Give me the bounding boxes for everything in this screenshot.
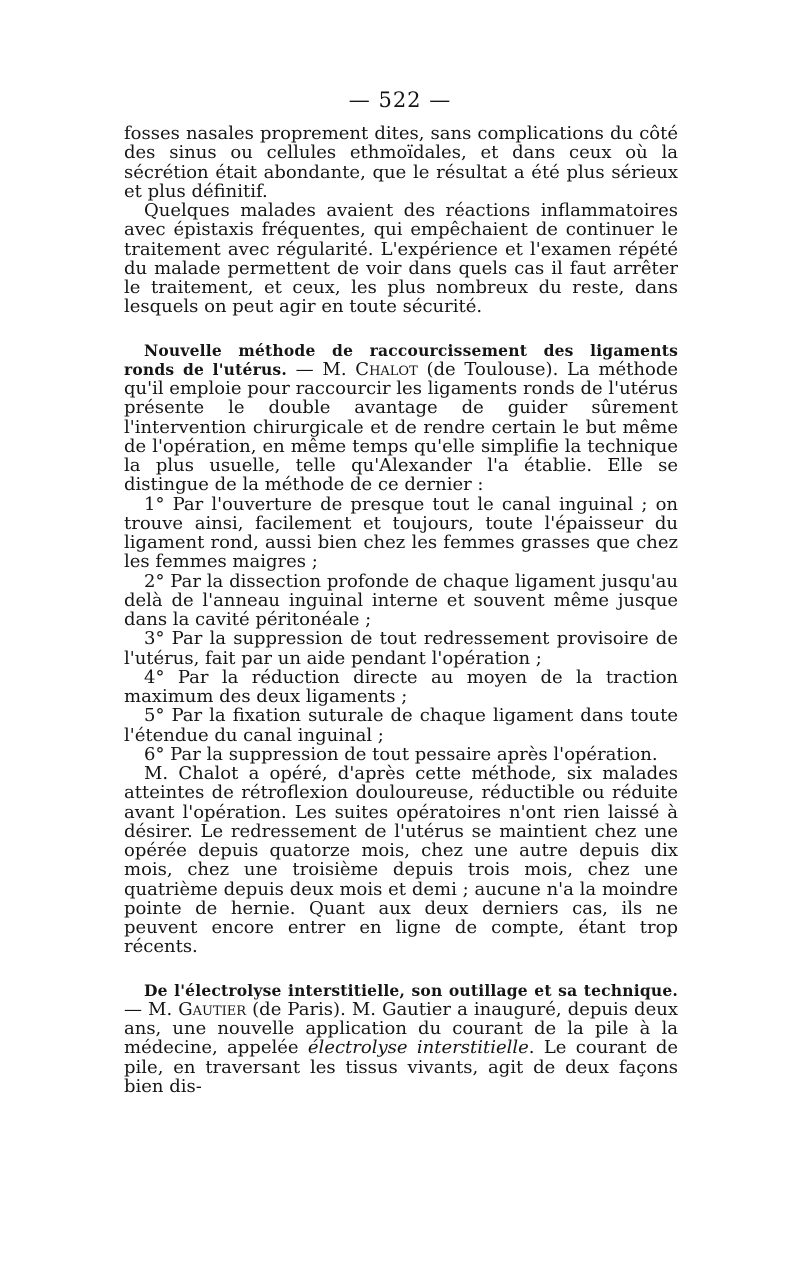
section-intro: La méthode qu'il emploie pour raccourcir les ligaments ronds de l'utérus présente le double avantage de guider sûrement l'intervention chirurgicale et de rendre certain le but même de l'opération, en même temps qu'elle simplifie la technique la plus usuelle, telle qu'Alexander l'a établie. Elle se distingue de la méthode de ce dernier : [124, 358, 679, 496]
list-item: 5° Par la fixation suturale de chaque ligament dans toute l'étendue du canal inguinal ; [124, 705, 678, 746]
section-text-end: . Le courant de pile, en traversant les tissus vivants, agit de deux façons bien dis- [124, 1037, 679, 1097]
list-item: 3° Par la suppression de tout redressement provisoire de l'utérus, fait par un aide pendant l'opération ; [124, 628, 678, 669]
text-column [124, 124, 678, 1096]
paragraph-continuation: fosses nasales proprement dites, sans complications du côté des sinus ou cellules ethmoïdales, et dans ceux où la sécrétion était abondante, que le résultat a été plus sérieux et plus définitif. [124, 123, 678, 202]
list-item: 4° Par la réduction directe au moyen de la traction maximum des deux ligaments ; [124, 666, 678, 707]
list-item: 1° Par l'ouverture de presque tout le canal inguinal ; on trouve ainsi, facilement et toujours, toute l'épaisseur du ligament rond, aussi bien chez les femmes grasses que chez les femmes maigres ; [124, 493, 678, 573]
page-number: — 522 — [348, 88, 452, 112]
author-name: Chalot [355, 358, 418, 380]
author-name: Gautier [178, 998, 247, 1020]
section-ligaments [124, 341, 678, 495]
term-emphasis: électrolyse interstitielle [307, 1037, 529, 1059]
section-gap [124, 957, 678, 981]
author-dash: — M. [124, 998, 179, 1020]
section-heading: Nouvelle méthode de raccourcissement des ligaments ronds de l'utérus. [124, 340, 678, 379]
section-heading: De l'électrolyse interstitielle, son outillage et sa technique. [144, 980, 678, 1000]
author-dash: — M. [286, 358, 356, 380]
list-item: 2° Par la dissection profonde de chaque ligament jusqu'au delà de l'anneau inguinal interne et souvent même jusque dans la cavité péritonéale ; [124, 570, 678, 630]
author-place: (de Paris). [246, 998, 346, 1020]
section-text: M. Gautier a inauguré, depuis deux ans, une nouvelle application du courant de la pile à la médecine, appelée [124, 998, 678, 1059]
section-conclusion: M. Chalot a opéré, d'après cette méthode, six malades atteintes de rétroflexion douloureuse, réductible ou réduite avant l'opération. Les suites opératoires n'ont rien laissé à désirer. Le redressement de l'utérus se maintient chez une opérée depuis quatorze mois, chez une autre depuis dix mois, chez une troisième depuis trois mois, chez une quatrième depuis deux mois et demi ; aucune n'a la moindre pointe de hernie. Quant aux deux derniers cas, ils ne peuvent encore entrer en ligne de compte, étant trop récents. [124, 763, 678, 958]
list-item: 6° Par la suppression de tout pessaire après l'opération. [144, 743, 658, 765]
author-place: (de Toulouse). [417, 358, 559, 380]
section-gap [124, 317, 678, 341]
paragraph-reactions: Quelques malades avaient des réactions inflammatoires avec épistaxis fréquentes, qui empêchaient de continuer le traitement avec régularité. L'expérience et l'examen répété du malade permettent de voir dans quels cas il faut arrêter le traitement, et ceux, les plus nombreux du reste, dans lesquels on peut agir en toute sécurité. [124, 200, 678, 318]
section-electrolyse [124, 981, 678, 1097]
